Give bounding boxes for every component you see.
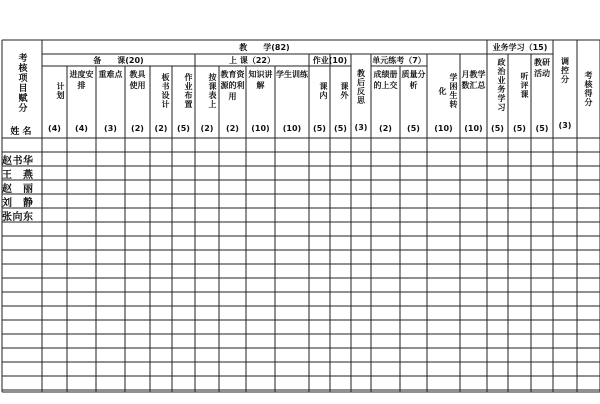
homework-group-header: 作业(10) (312, 55, 348, 65)
col-score-resources: (2) (226, 123, 239, 133)
teacher-name: 刘 静 (2, 197, 34, 209)
col-label-politics: 政治业务学习 (497, 58, 506, 112)
col-label-plan: 计划 (56, 82, 65, 100)
col-score-plan: (4) (48, 123, 61, 133)
total-header: 考核得分 (584, 71, 593, 107)
col-score-assign: (5) (177, 123, 190, 133)
col-score-monthly: (10) (464, 123, 483, 133)
col-score-research: (5) (535, 123, 549, 133)
col-label-research: 教研活动 (534, 58, 550, 78)
col-label-aids: 教具使用 (129, 70, 146, 90)
col-score-listen: (5) (513, 123, 526, 133)
col-score-by-plan: (2) (200, 123, 214, 133)
col-score-progress: (4) (75, 123, 88, 133)
col-score-hw-out: (5) (334, 123, 347, 133)
teaching-header: 教 学(82) (239, 42, 290, 52)
reflection-header: 教后反思 (356, 69, 366, 105)
col-label-hw-out: 课外 (340, 82, 349, 100)
col-label-score-hand: 成绩册的上交 (373, 70, 398, 90)
business-group-header: 业务学习（15) (492, 42, 548, 52)
col-score-training: (10) (282, 123, 302, 133)
col-label-listen: 听评课 (520, 71, 529, 99)
control-score: (3) (558, 120, 572, 130)
col-label-difficulty: 重难点 (98, 70, 123, 79)
teacher-name: 赵 丽 (2, 183, 34, 195)
corner-title: 考核项目赋分 (16, 53, 27, 113)
prep-group-header: 备 课(20) (93, 55, 144, 65)
teacher-name: 赵书华 (2, 155, 34, 167)
col-label-board: 板书设计 (161, 73, 170, 109)
col-score-politics: (5) (491, 123, 504, 133)
col-label-quality: 质量分析 (401, 70, 426, 90)
col-label-poor-student: 学困生转化 (438, 73, 458, 109)
col-label-training: 学生训练 (276, 70, 308, 79)
col-score-aids: (2) (131, 123, 144, 133)
unit-group-header: 单元练考（7） (372, 55, 426, 65)
col-label-by-plan: 按课表上 (208, 73, 217, 109)
col-label-assign: 作业布置 (184, 73, 193, 109)
col-score-poor-student: (10) (434, 123, 453, 133)
col-score-knowledge: (10) (251, 123, 270, 133)
teacher-name: 王 燕 (2, 169, 34, 181)
control-header: 调控分 (560, 56, 570, 84)
class-group-header: 上 课（22） (229, 55, 275, 65)
col-score-score-hand: (2) (379, 123, 392, 133)
col-label-monthly: 月教学数汇总 (461, 70, 486, 90)
corner-name-label: 姓 名 (10, 126, 32, 137)
col-score-hw-in: (5) (313, 123, 326, 133)
col-label-progress: 进度安排 (69, 70, 94, 90)
col-label-resources: 教育资源的利用 (220, 70, 245, 101)
col-label-knowledge: 知识讲解 (248, 70, 273, 90)
col-score-board: (2) (154, 123, 168, 133)
teacher-name: 张向东 (2, 211, 34, 223)
col-label-hw-in: 课内 (319, 82, 328, 100)
col-score-quality: (5) (407, 123, 420, 133)
reflection-score: (3) (354, 122, 368, 132)
col-score-difficulty: (3) (104, 123, 117, 133)
